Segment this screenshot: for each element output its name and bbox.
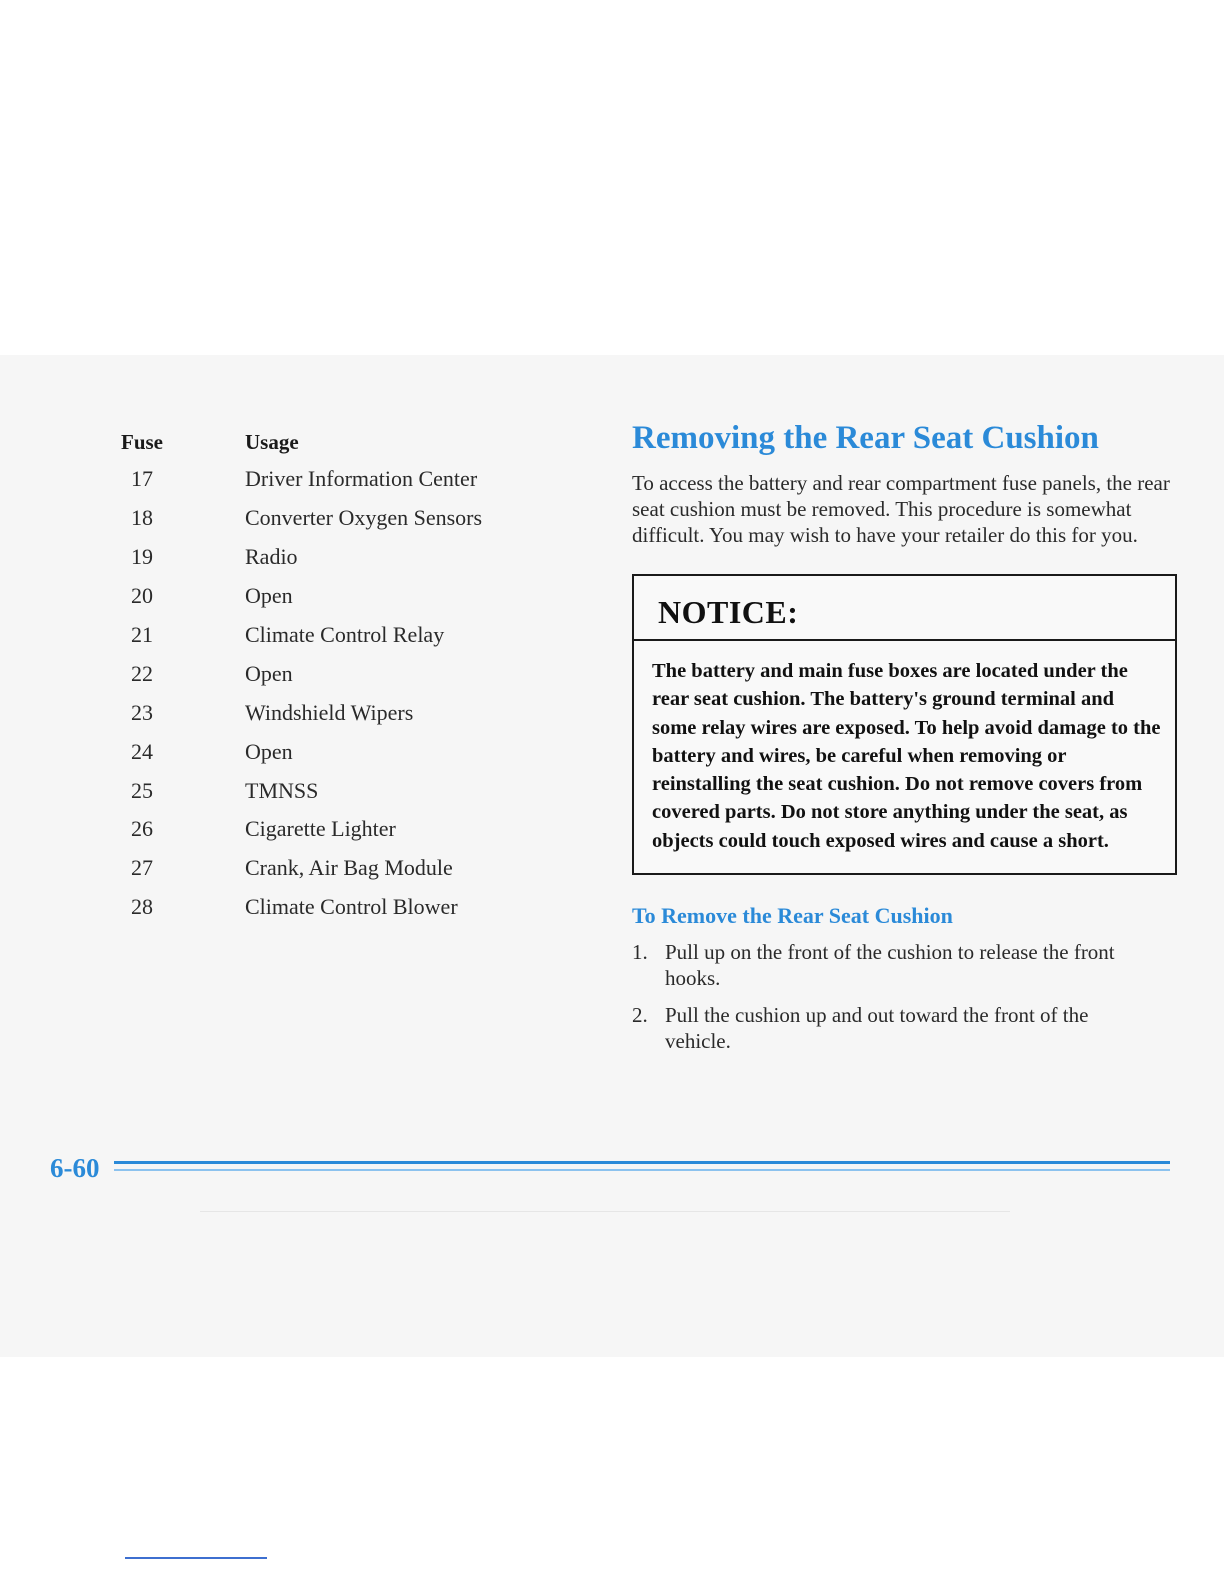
fuse-number: 28 <box>131 894 153 920</box>
usage-column-header: Usage <box>245 429 299 454</box>
fuse-table-header <box>108 424 528 460</box>
fuse-usage: Cigarette Lighter <box>245 816 396 842</box>
fuse-number: 23 <box>131 699 153 725</box>
fuse-usage: Climate Control Relay <box>245 622 445 647</box>
table-row <box>108 538 528 577</box>
faint-divider <box>200 1211 1010 1212</box>
section-title: Removing the Rear Seat Cushion <box>632 420 1099 456</box>
step-text: Pull up on the front of the cushion to release the front hooks. <box>665 940 1115 991</box>
fuse-number: 18 <box>131 505 153 531</box>
notice-body: The battery and main fuse boxes are located under the rear seat cushion. The battery's ground terminal and some relay wires are exposed. To help avoid damage to the battery and wires, be careful when removing or reinstalling the seat cushion. Do not remove covers from covered parts. Do not store anything under the seat, as objects could touch exposed wires and cause a short. <box>652 660 1161 852</box>
fuse-usage: Converter Oxygen Sensors <box>245 505 483 531</box>
table-row <box>108 693 528 732</box>
fuse-usage: Open <box>245 738 293 764</box>
step-number: 2. <box>632 1003 648 1028</box>
fuse-column-header: Fuse <box>121 429 163 454</box>
table-row <box>108 849 528 888</box>
table-row <box>108 654 528 693</box>
list-item <box>632 939 1177 991</box>
fuse-number: 26 <box>131 816 153 842</box>
bottom-underline <box>125 1557 267 1559</box>
footer-rule <box>114 1161 1170 1164</box>
content-column <box>632 416 1177 1065</box>
table-row <box>108 810 528 849</box>
table-row <box>108 888 528 927</box>
table-row <box>108 460 528 499</box>
list-item <box>632 1002 1177 1054</box>
fuse-usage: Climate Control Blower <box>245 894 458 920</box>
footer-rule-secondary <box>114 1169 1170 1171</box>
fuse-number: 21 <box>131 622 153 647</box>
table-row <box>108 732 528 771</box>
fuse-number: 17 <box>131 466 153 492</box>
page-number: 6-60 <box>50 1153 100 1183</box>
fuse-usage: TMNSS <box>245 777 319 803</box>
table-row <box>108 771 528 810</box>
procedure-steps <box>632 939 1177 1054</box>
intro-paragraph: To access the battery and rear compartment fuse panels, the rear seat cushion must be removed. This procedure is somewhat difficult. You may wish to have your retailer do this for you. <box>632 471 1170 547</box>
step-number: 1. <box>632 940 648 965</box>
table-row <box>108 616 528 655</box>
fuse-number: 25 <box>131 777 153 803</box>
notice-title: NOTICE: <box>634 576 1175 641</box>
procedure-heading: To Remove the Rear Seat Cushion <box>632 903 953 929</box>
fuse-table <box>108 424 528 927</box>
step-text: Pull the cushion up and out toward the front of the vehicle. <box>665 1003 1089 1054</box>
fuse-number: 20 <box>131 583 153 609</box>
fuse-table-body <box>108 460 528 927</box>
fuse-usage: Open <box>245 660 293 686</box>
fuse-usage: Windshield Wipers <box>245 699 414 725</box>
fuse-usage: Radio <box>245 544 298 570</box>
fuse-number: 24 <box>131 738 153 764</box>
fuse-number: 22 <box>131 660 153 686</box>
fuse-usage: Driver Information Center <box>245 466 478 492</box>
fuse-number: 19 <box>131 544 153 570</box>
fuse-usage: Open <box>245 583 293 609</box>
fuse-number: 27 <box>131 855 153 881</box>
table-row <box>108 499 528 538</box>
fuse-usage: Crank, Air Bag Module <box>245 855 453 881</box>
notice-box <box>632 574 1177 875</box>
table-row <box>108 577 528 616</box>
